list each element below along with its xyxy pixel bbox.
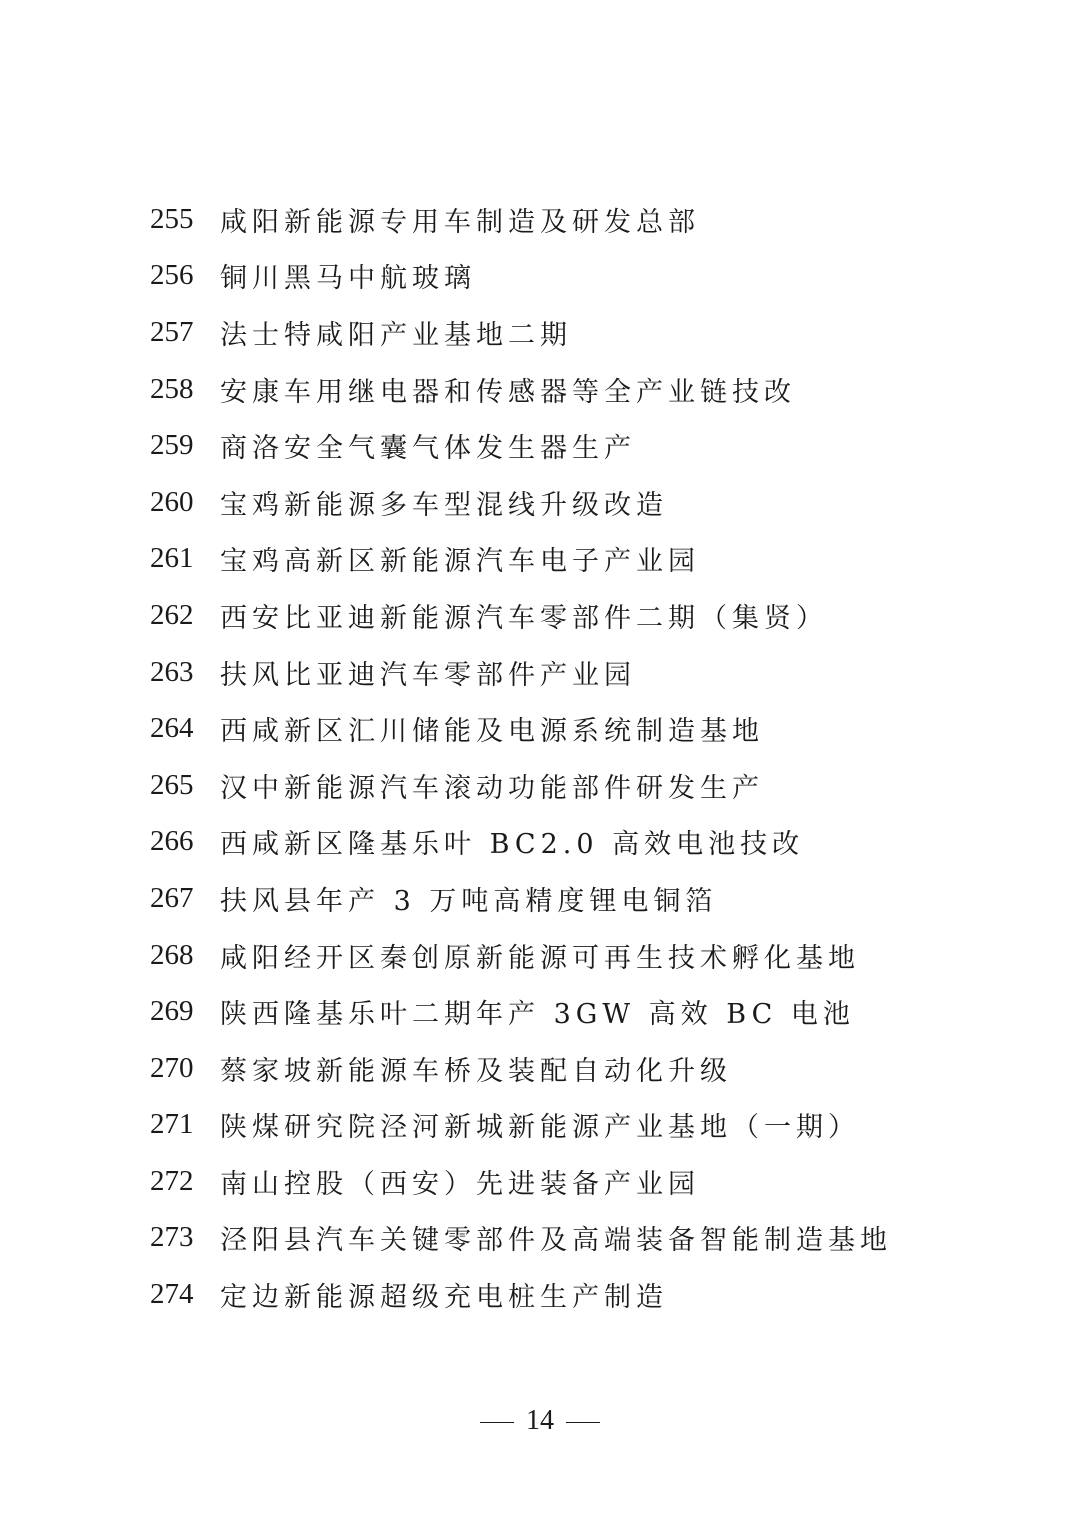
list-item: [150, 1097, 1030, 1154]
item-number: 256: [150, 259, 194, 292]
item-number: 270: [150, 1051, 194, 1084]
item-text: 咸阳新能源专用车制造及研发总部: [220, 206, 700, 238]
footer-dash-right: [566, 1422, 600, 1423]
item-number: 261: [150, 542, 194, 575]
item-number: 255: [150, 202, 194, 235]
list-item: [150, 248, 1030, 305]
item-text: 扶风比亚迪汽车零部件产业园: [220, 659, 636, 691]
item-number: 264: [150, 712, 194, 745]
list-item: [150, 1210, 1030, 1267]
item-text: 汉中新能源汽车滚动功能部件研发生产: [220, 772, 764, 804]
item-number: 274: [150, 1278, 194, 1311]
list-item: [150, 983, 1030, 1040]
list-item: [150, 587, 1030, 644]
project-list: [150, 191, 1030, 1323]
item-number: 259: [150, 429, 194, 462]
item-text: 陕西隆基乐叶二期年产 3GW 高效 BC 电池: [220, 999, 855, 1031]
list-item: [150, 1153, 1030, 1210]
list-item: [150, 757, 1030, 814]
item-text: 法士特咸阳产业基地二期: [220, 319, 572, 351]
item-number: 262: [150, 598, 194, 631]
list-item: [150, 1040, 1030, 1097]
item-text: 铜川黑马中航玻璃: [220, 263, 476, 295]
list-item: [150, 700, 1030, 757]
item-number: 258: [150, 372, 194, 405]
page-footer: [0, 1405, 1080, 1437]
item-text: 蔡家坡新能源车桥及装配自动化升级: [220, 1055, 732, 1087]
item-number: 257: [150, 315, 194, 348]
item-text: 陕煤研究院泾河新城新能源产业基地（一期）: [220, 1112, 860, 1144]
item-text: 安康车用继电器和传感器等全产业链技改: [220, 376, 796, 408]
item-number: 268: [150, 938, 194, 971]
list-item: [150, 361, 1030, 418]
list-item: [150, 474, 1030, 531]
list-item: [150, 814, 1030, 871]
item-number: 267: [150, 881, 194, 914]
item-text: 西咸新区隆基乐叶 BC2.0 高效电池技改: [220, 829, 805, 861]
item-text: 定边新能源超级充电桩生产制造: [220, 1282, 668, 1314]
item-number: 260: [150, 485, 194, 518]
item-text: 西咸新区汇川储能及电源系统制造基地: [220, 716, 764, 748]
item-number: 271: [150, 1108, 194, 1141]
list-item: [150, 531, 1030, 588]
item-number: 265: [150, 768, 194, 801]
list-item: [150, 927, 1030, 984]
item-number: 273: [150, 1221, 194, 1254]
item-text: 西安比亚迪新能源汽车零部件二期（集贤）: [220, 602, 828, 634]
footer-dash-left: [480, 1422, 514, 1423]
page-number: 14: [526, 1405, 554, 1436]
list-item: [150, 1266, 1030, 1323]
item-text: 宝鸡高新区新能源汽车电子产业园: [220, 546, 700, 578]
item-text: 泾阳县汽车关键零部件及高端装备智能制造基地: [220, 1225, 892, 1257]
item-number: 272: [150, 1164, 194, 1197]
item-number: 263: [150, 655, 194, 688]
list-item: [150, 644, 1030, 701]
item-text: 扶风县年产 3 万吨高精度锂电铜箔: [220, 885, 718, 917]
item-number: 266: [150, 825, 194, 858]
list-item: [150, 191, 1030, 248]
item-text: 宝鸡新能源多车型混线升级改造: [220, 489, 668, 521]
item-text: 商洛安全气囊气体发生器生产: [220, 433, 636, 465]
item-text: 咸阳经开区秦创原新能源可再生技术孵化基地: [220, 942, 860, 974]
list-item: [150, 870, 1030, 927]
item-number: 269: [150, 995, 194, 1028]
list-item: [150, 417, 1030, 474]
item-text: 南山控股（西安）先进装备产业园: [220, 1168, 700, 1200]
list-item: [150, 304, 1030, 361]
